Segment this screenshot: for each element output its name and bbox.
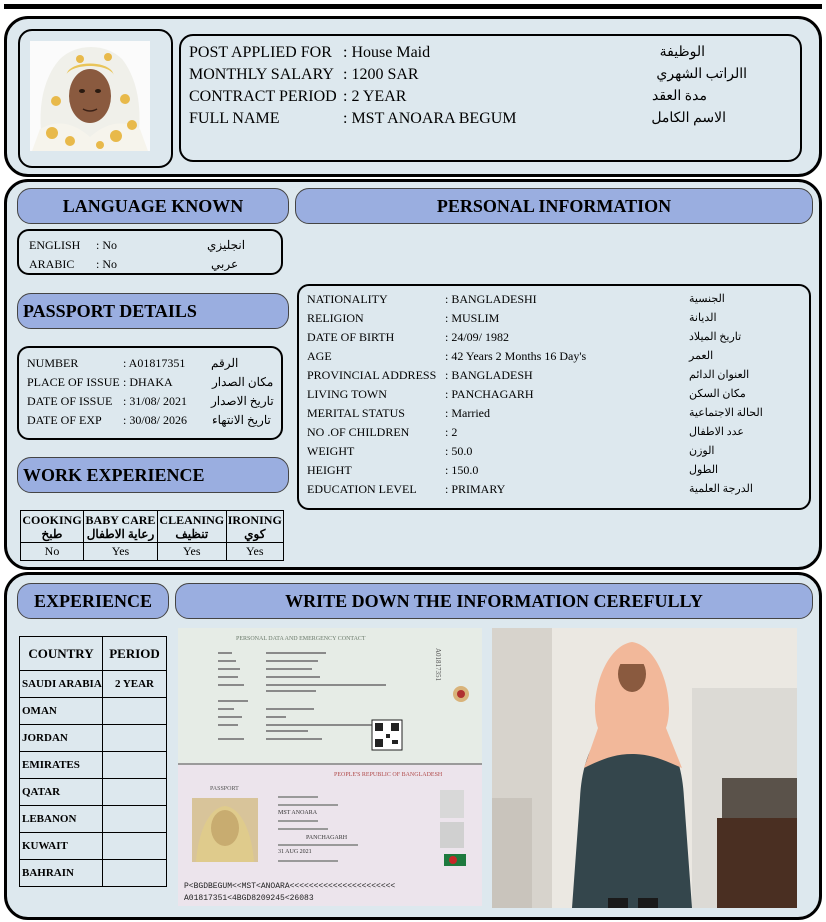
experience-country: LEBANON xyxy=(20,806,103,833)
work-skill-arabic: رعاية الاطفال xyxy=(86,526,155,541)
work-skill-header xyxy=(226,511,283,543)
language-arabic: انجليزي xyxy=(207,238,246,252)
personal-info-label: LIVING TOWN xyxy=(307,387,387,401)
passport-label: DATE OF ISSUE xyxy=(27,394,113,408)
personal-info-label: EDUCATION LEVEL xyxy=(307,482,417,496)
work-skill-value: Yes xyxy=(157,543,226,561)
work-skill-name: CLEANING xyxy=(159,512,225,527)
passport-label: NUMBER xyxy=(27,356,79,370)
work-skill-name: IRONING xyxy=(227,512,282,527)
passport-value: : 31/08/ 2021 xyxy=(123,394,188,408)
personal-info-arabic: مكان السكن xyxy=(689,388,746,400)
job-info-arabic: الاسم الكامل xyxy=(651,111,726,126)
language-value: : No xyxy=(96,238,117,252)
work-experience-title: WORK EXPERIENCE xyxy=(17,457,289,493)
personal-info-label: WEIGHT xyxy=(307,444,355,458)
scan-top-heading: PERSONAL DATA AND EMERGENCY CONTACT xyxy=(236,636,366,642)
experience-period xyxy=(103,779,167,806)
experience-country: BAHRAIN xyxy=(20,860,103,887)
work-skill-arabic: كوي xyxy=(244,526,266,541)
personal-info-value: : PANCHAGARH xyxy=(445,387,534,401)
job-info-value: : MST ANOARA BEGUM xyxy=(343,110,517,127)
job-info-box xyxy=(179,34,802,162)
job-info-value: : 2 YEAR xyxy=(343,88,407,105)
passport-value: : DHAKA xyxy=(123,375,173,389)
language-name: ARABIC xyxy=(29,257,75,271)
personal-info-value: : PRIMARY xyxy=(445,482,506,496)
details-panel xyxy=(4,179,822,570)
personal-info-value: : BANGLADESHI xyxy=(445,292,537,306)
personal-info-value: : BANGLADESH xyxy=(445,368,533,382)
job-info-row: CONTRACT PERIOD xyxy=(189,88,337,105)
work-skill-header xyxy=(21,511,84,543)
scan-vertical-number: A01817351 xyxy=(434,648,442,682)
work-skill-header xyxy=(83,511,157,543)
work-skill-arabic: تنظيف xyxy=(175,526,209,541)
personal-info-value: : 50.0 xyxy=(445,444,473,458)
personal-info-value: : 42 Years 2 Months 16 Day's xyxy=(445,349,587,363)
personal-info-label: DATE OF BIRTH xyxy=(307,330,395,344)
language-arabic: عربي xyxy=(211,257,239,271)
personal-info-label: PROVINCIAL ADDRESS xyxy=(307,368,437,382)
experience-period xyxy=(103,752,167,779)
personal-info-label: HEIGHT xyxy=(307,463,352,477)
experience-country: OMAN xyxy=(20,698,103,725)
personal-info-label: AGE xyxy=(307,349,332,363)
personal-info-value: : 150.0 xyxy=(445,463,479,477)
scan-bottom-heading: PEOPLE'S REPUBLIC OF BANGLADESH xyxy=(334,772,443,778)
full-body-photo xyxy=(492,628,797,908)
personal-info-value: : Married xyxy=(445,406,490,420)
passport-arabic: الرقم xyxy=(211,356,239,370)
passport-label: PLACE OF ISSUE xyxy=(27,375,120,389)
work-skill-value: No xyxy=(21,543,84,561)
personal-info-arabic: عدد الاطفال xyxy=(689,426,744,438)
passport-arabic: تاريخ الانتهاء xyxy=(212,413,271,427)
experience-period xyxy=(103,725,167,752)
experience-country: QATAR xyxy=(20,779,103,806)
personal-info-label: RELIGION xyxy=(307,311,364,325)
personal-info-value: : 2 xyxy=(445,425,458,439)
job-info-arabic: الوظيفة xyxy=(659,45,705,60)
language-name: ENGLISH xyxy=(29,238,81,252)
personal-info-label: NATIONALITY xyxy=(307,292,388,306)
scan-mrz-line-1: P<BGDBEGUM<<MST<ANOARA<<<<<<<<<<<<<<<<<<<<<< xyxy=(184,882,396,891)
passport-value: : A01817351 xyxy=(123,356,186,370)
passport-label: DATE OF EXP xyxy=(27,413,102,427)
personal-info-label: NO .OF CHILDREN xyxy=(307,425,410,439)
scan-mrz-line-2: A01817351<4BGD8209245<26083 xyxy=(184,894,314,903)
candidate-photo xyxy=(30,41,150,151)
personal-info-value: : 24/09/ 1982 xyxy=(445,330,510,344)
experience-period xyxy=(103,860,167,887)
job-info-row: MONTHLY SALARY xyxy=(189,66,334,83)
experience-header-country: COUNTRY xyxy=(20,637,103,671)
personal-info-arabic: العنوان الدائم xyxy=(689,369,750,381)
work-skill-value: Yes xyxy=(226,543,283,561)
personal-info-arabic: الدرجة العلمية xyxy=(689,483,753,495)
passport-arabic: تاريخ الاصدار xyxy=(211,394,274,408)
personal-info-title: PERSONAL INFORMATION xyxy=(295,188,813,224)
experience-period xyxy=(103,806,167,833)
passport-scan-image xyxy=(178,628,482,906)
personal-info-arabic: تاريخ الميلاد xyxy=(689,331,742,343)
personal-info-arabic: الوزن xyxy=(689,445,715,457)
experience-table xyxy=(19,636,167,887)
passport-title: PASSPORT DETAILS xyxy=(17,293,289,329)
experience-period xyxy=(103,833,167,860)
language-box xyxy=(17,229,283,275)
personal-info-arabic: الديانة xyxy=(689,312,717,324)
personal-info-arabic: الطول xyxy=(689,464,719,476)
experience-country: KUWAIT xyxy=(20,833,103,860)
work-skill-arabic: طبخ xyxy=(41,526,63,541)
personal-info-arabic: العمر xyxy=(689,350,714,362)
write-down-title: WRITE DOWN THE INFORMATION CEREFULLY xyxy=(175,583,813,619)
job-info-value: : 1200 SAR xyxy=(343,66,419,83)
scan-issue-date: 31 AUG 2021 xyxy=(278,849,312,855)
header-panel xyxy=(4,16,822,177)
passport-arabic: مكان الصدار xyxy=(212,375,274,389)
passport-box xyxy=(17,346,283,440)
personal-info-box xyxy=(297,284,811,510)
work-experience-table xyxy=(20,510,284,561)
job-info-row: FULL NAME xyxy=(189,110,280,127)
personal-info-label: MERITAL STATUS xyxy=(307,406,405,420)
language-title: LANGUAGE KNOWN xyxy=(17,188,289,224)
top-rule xyxy=(4,4,822,9)
job-info-arabic: مدة العقد xyxy=(651,89,707,104)
experience-header-period: PERIOD xyxy=(103,637,167,671)
experience-title: EXPERIENCE xyxy=(17,583,169,619)
experience-country: SAUDI ARABIA xyxy=(20,671,103,698)
personal-info-arabic: الحالة الاجتماعية xyxy=(689,407,763,419)
candidate-photo-frame xyxy=(18,29,173,168)
experience-panel xyxy=(4,572,822,920)
personal-info-arabic: الجنسية xyxy=(689,293,725,305)
experience-country: JORDAN xyxy=(20,725,103,752)
experience-country: EMIRATES xyxy=(20,752,103,779)
scan-doc-label: PASSPORT xyxy=(210,786,239,792)
work-skill-name: BABY CARE xyxy=(85,512,156,527)
work-skill-header xyxy=(157,511,226,543)
work-skill-value: Yes xyxy=(83,543,157,561)
work-skill-name: COOKING xyxy=(22,512,82,527)
language-value: : No xyxy=(96,257,117,271)
passport-value: : 30/08/ 2026 xyxy=(123,413,188,427)
experience-period: 2 YEAR xyxy=(103,671,167,698)
job-info-row: POST APPLIED FOR xyxy=(189,44,332,61)
personal-info-value: : MUSLIM xyxy=(445,311,500,325)
scan-town: PANCHAGARH xyxy=(306,835,348,841)
job-info-arabic: االراتب الشهري xyxy=(656,67,747,82)
job-info-value: : House Maid xyxy=(343,44,431,61)
experience-period xyxy=(103,698,167,725)
scan-name: MST ANOARA xyxy=(278,810,318,816)
